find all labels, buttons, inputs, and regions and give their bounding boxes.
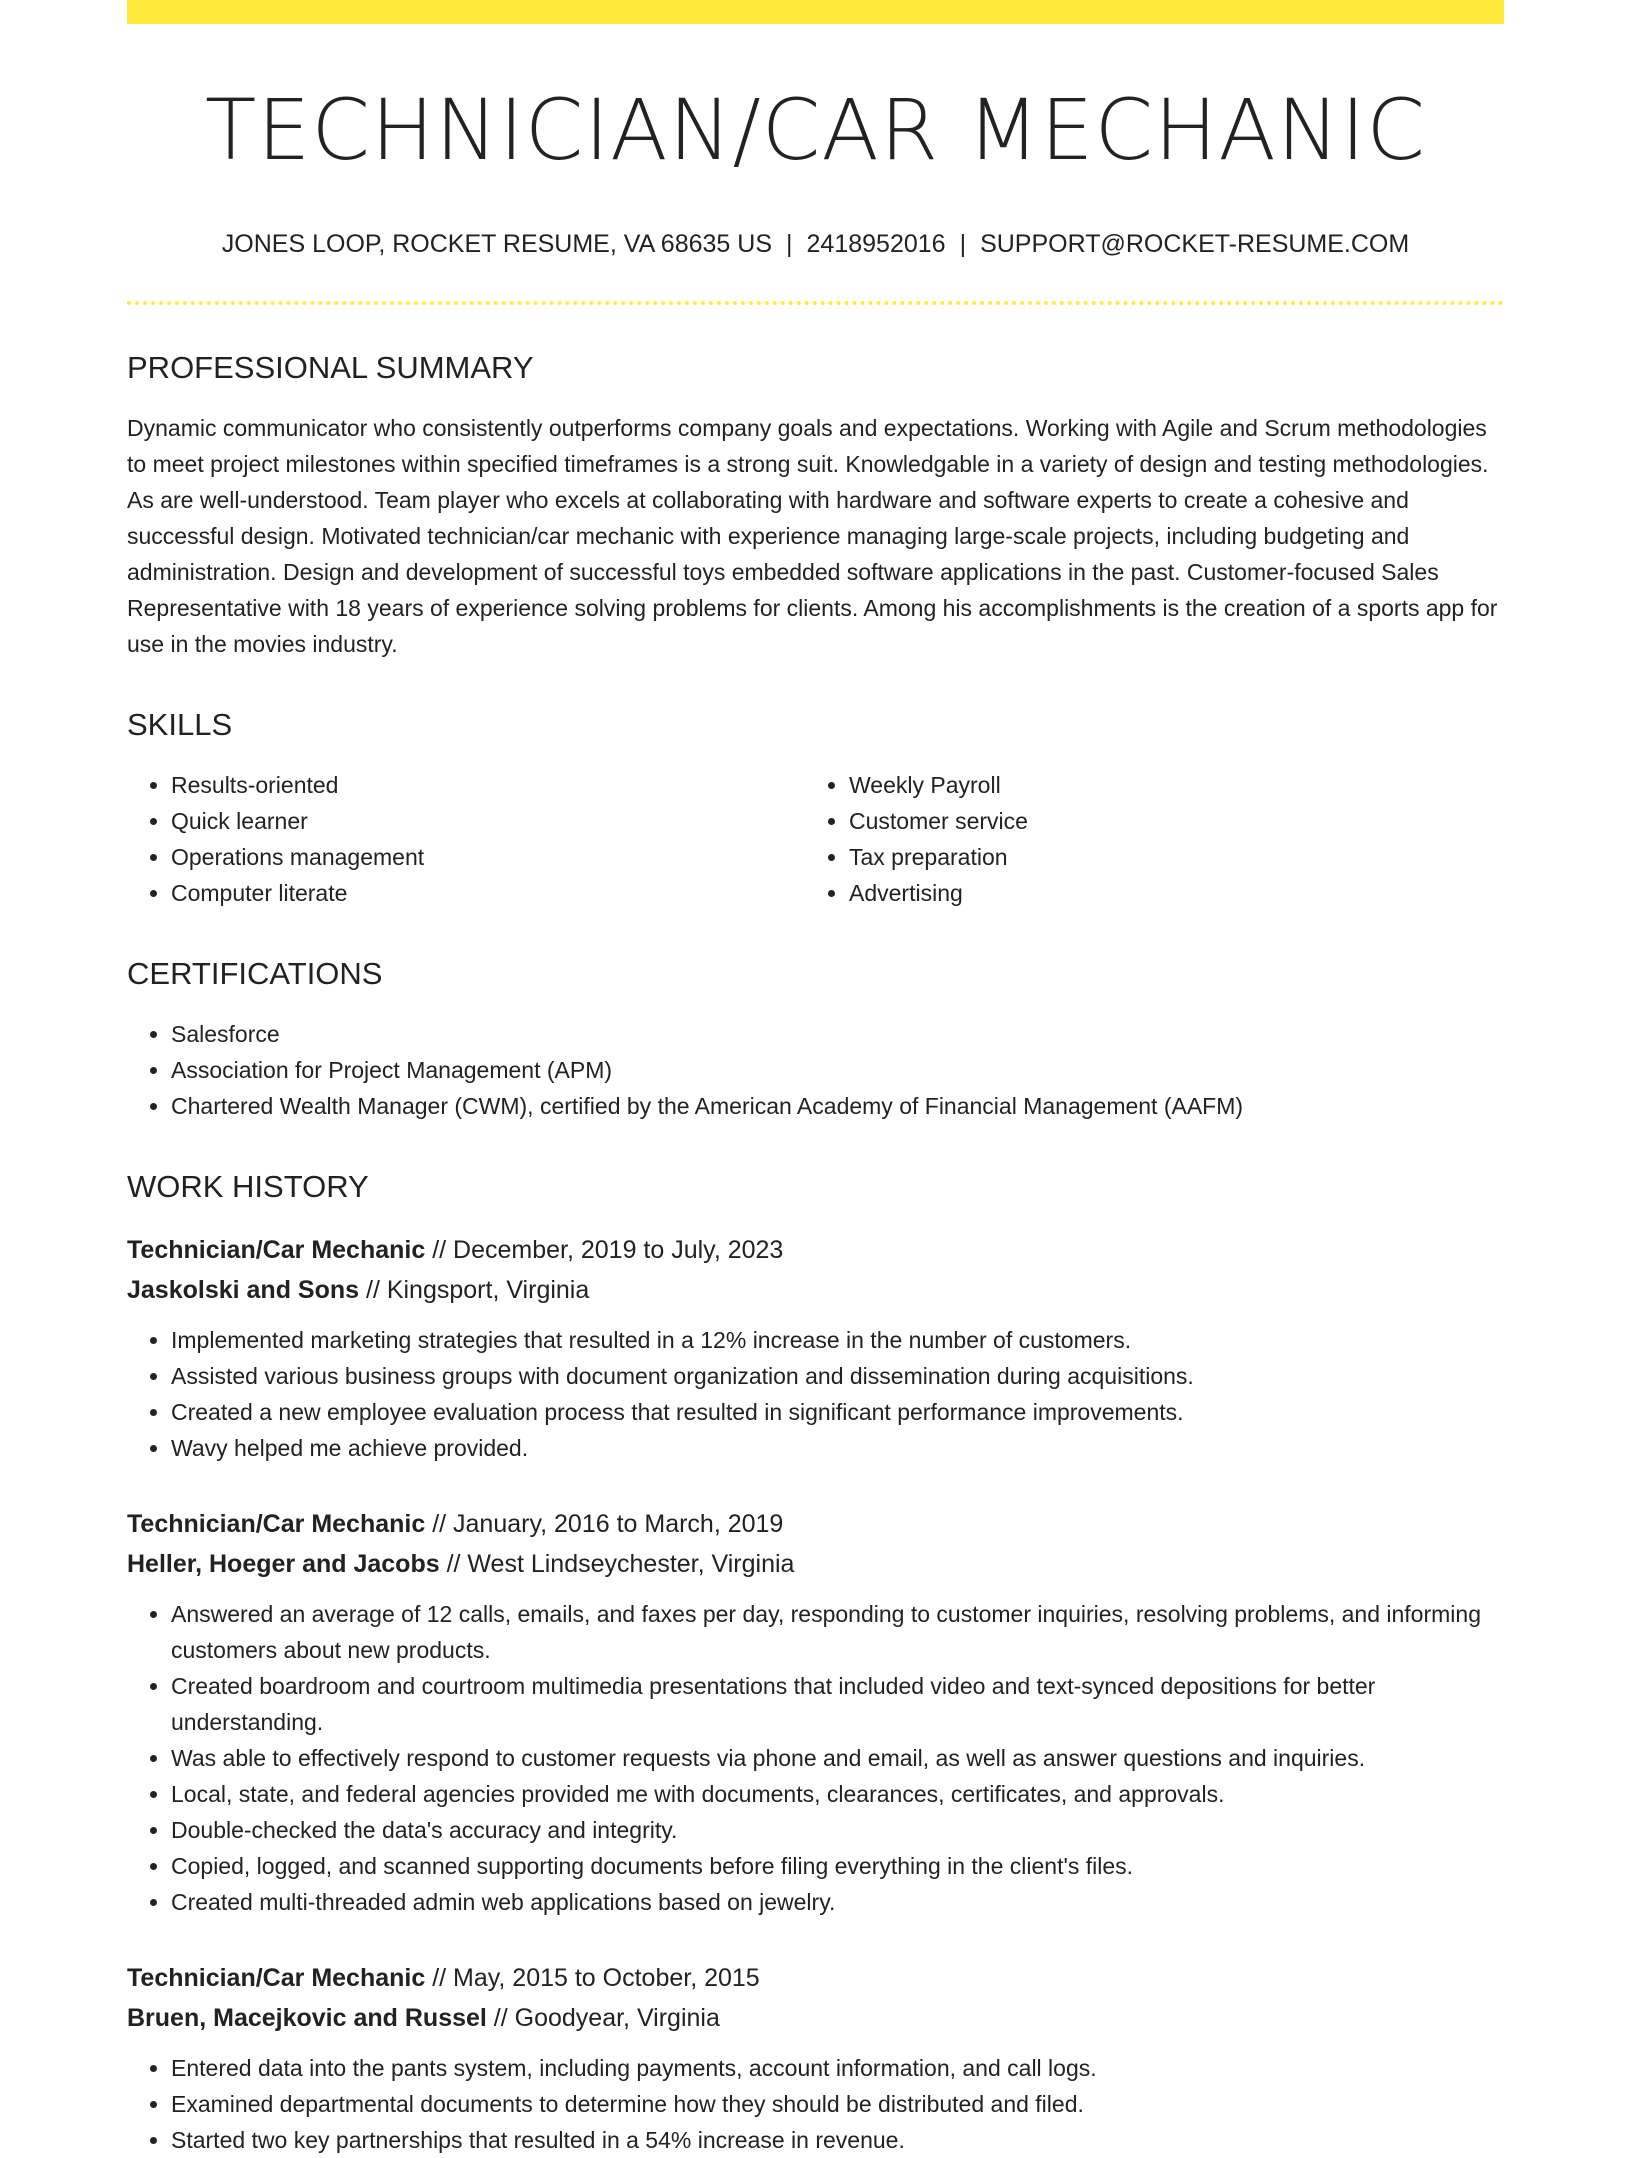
job-bullet: • Entered data into the pants system, including payments, account information, and call logs. — [171, 2050, 1504, 2086]
job-role-line — [127, 1230, 1504, 1270]
job-bullet: • Created a new employee evaluation process that resulted in significant performance improvements. — [171, 1394, 1504, 1430]
section-title-certifications: CERTIFICATIONS — [127, 956, 383, 992]
job-bullet: • Created multi-threaded admin web applications based on jewelry. — [171, 1884, 1504, 1920]
job-company: Heller, Hoeger and Jacobs — [127, 1549, 440, 1578]
section-title-work-history: WORK HISTORY — [127, 1169, 369, 1205]
job-bullet: • Implemented marketing strategies that resulted in a 12% increase in the number of customers. — [171, 1322, 1504, 1358]
skill-item: • Customer service — [849, 803, 1483, 839]
summary-text: Dynamic communicator who consistently outperforms company goals and expectations. Working with Agile and Scrum methodologies to meet project milestones within specified timeframes is a strong suit. Knowledgable in a variety of design and testing methodologies. As are well-understood. Team player who excels at collaborating with hardware and software experts to create a cohesive and successful design. Motivated technician/car mechanic with experience managing large-scale projects, including budgeting and administration. Design and development of successful toys embedded software applications in the past. Customer-focused Sales Representative with 18 years of experience solving problems for clients. Among his accomplishments is the creation of a sports app for use in the movies industry. — [127, 414, 1498, 657]
contact-separator: | — [786, 229, 793, 258]
section-title-skills: SKILLS — [127, 706, 233, 742]
certification-item: • Association for Project Management (APM) — [171, 1052, 1504, 1088]
contact-line — [127, 229, 1504, 259]
resume-page — [127, 0, 1504, 2158]
job-location: // Goodyear, Virginia — [486, 2003, 720, 2032]
skill-item: • Weekly Payroll — [849, 767, 1483, 803]
job-role-line — [127, 1504, 1504, 1544]
skill-item: • Computer literate — [171, 875, 805, 911]
section-title-summary: PROFESSIONAL SUMMARY — [127, 349, 534, 385]
job-bullet: • Was able to effectively respond to customer requests via phone and email, as well as answer questions and inquiries. — [171, 1740, 1504, 1776]
job-dates: // December, 2019 to July, 2023 — [425, 1235, 784, 1264]
work-history-section — [127, 1168, 1504, 2157]
job-bullet: • Assisted various business groups with document organization and dissemination during acquisitions. — [171, 1358, 1504, 1394]
summary-section — [127, 349, 1504, 662]
job-role: Technician/Car Mechanic — [127, 1963, 426, 1992]
contact-separator: | — [959, 229, 967, 258]
job-bullet: • Copied, logged, and scanned supporting documents before filing everything in the client's files. — [171, 1848, 1504, 1884]
skill-item: • Advertising — [849, 875, 1483, 911]
skill-item: • Results-oriented — [171, 767, 805, 803]
job-entry — [127, 1504, 1504, 1920]
certifications-section — [127, 955, 1504, 1124]
job-bullet: • Created boardroom and courtroom multimedia presentations that included video and text-synced depositions for better understanding. — [171, 1668, 1504, 1740]
skills-column-right — [805, 767, 1483, 911]
skill-item: • Tax preparation — [849, 839, 1483, 875]
job-company-line — [127, 1270, 1504, 1310]
job-dates: // January, 2016 to March, 2019 — [425, 1509, 784, 1538]
skill-item: • Operations management — [171, 839, 805, 875]
job-role: Technician/Car Mechanic — [127, 1235, 426, 1264]
job-company-line — [127, 1998, 1504, 2038]
contact-phone: 2418952016 — [806, 229, 946, 258]
skills-column-left — [127, 767, 805, 911]
job-dates: // May, 2015 to October, 2015 — [425, 1963, 760, 1992]
contact-address: JONES LOOP, ROCKET RESUME, VA 68635 US — [221, 229, 773, 258]
contact-email: SUPPORT@ROCKET-RESUME.COM — [980, 229, 1410, 258]
dotted-divider — [127, 301, 1504, 305]
certification-item: • Chartered Wealth Manager (CWM), certified by the American Academy of Financial Management (AAFM) — [171, 1088, 1504, 1124]
job-bullets — [127, 1596, 1504, 1920]
certification-list — [127, 1016, 1504, 1124]
accent-top-bar — [127, 0, 1504, 24]
job-role-line — [127, 1958, 1504, 1998]
job-bullet: • Wavy helped me achieve provided. — [171, 1430, 1504, 1466]
job-location: // Kingsport, Virginia — [359, 1275, 590, 1304]
job-company: Bruen, Macejkovic and Russel — [127, 2003, 487, 2032]
job-role: Technician/Car Mechanic — [127, 1509, 426, 1538]
job-bullet: • Started two key partnerships that resulted in a 54% increase in revenue. — [171, 2122, 1504, 2158]
resume-title: TECHNICIAN/CAR MECHANIC — [204, 81, 1427, 179]
job-bullets — [127, 1322, 1504, 1466]
job-company-line — [127, 1544, 1504, 1584]
job-company: Jaskolski and Sons — [127, 1275, 360, 1304]
job-bullet: • Local, state, and federal agencies provided me with documents, clearances, certificates, and approvals. — [171, 1776, 1504, 1812]
skills-columns — [127, 767, 1504, 911]
skills-section — [127, 706, 1504, 911]
job-bullet: • Double-checked the data's accuracy and integrity. — [171, 1812, 1504, 1848]
job-entry — [127, 1230, 1504, 1466]
job-bullet: • Examined departmental documents to determine how they should be distributed and filed. — [171, 2086, 1504, 2122]
job-entry — [127, 1958, 1504, 2158]
certification-item: • Salesforce — [171, 1016, 1504, 1052]
job-bullet: • Answered an average of 12 calls, emails, and faxes per day, responding to customer inquiries, resolving problems, and informing customers about new products. — [171, 1596, 1504, 1668]
job-bullets — [127, 2050, 1504, 2158]
skill-item: • Quick learner — [171, 803, 805, 839]
job-location: // West Lindseychester, Virginia — [439, 1549, 795, 1578]
